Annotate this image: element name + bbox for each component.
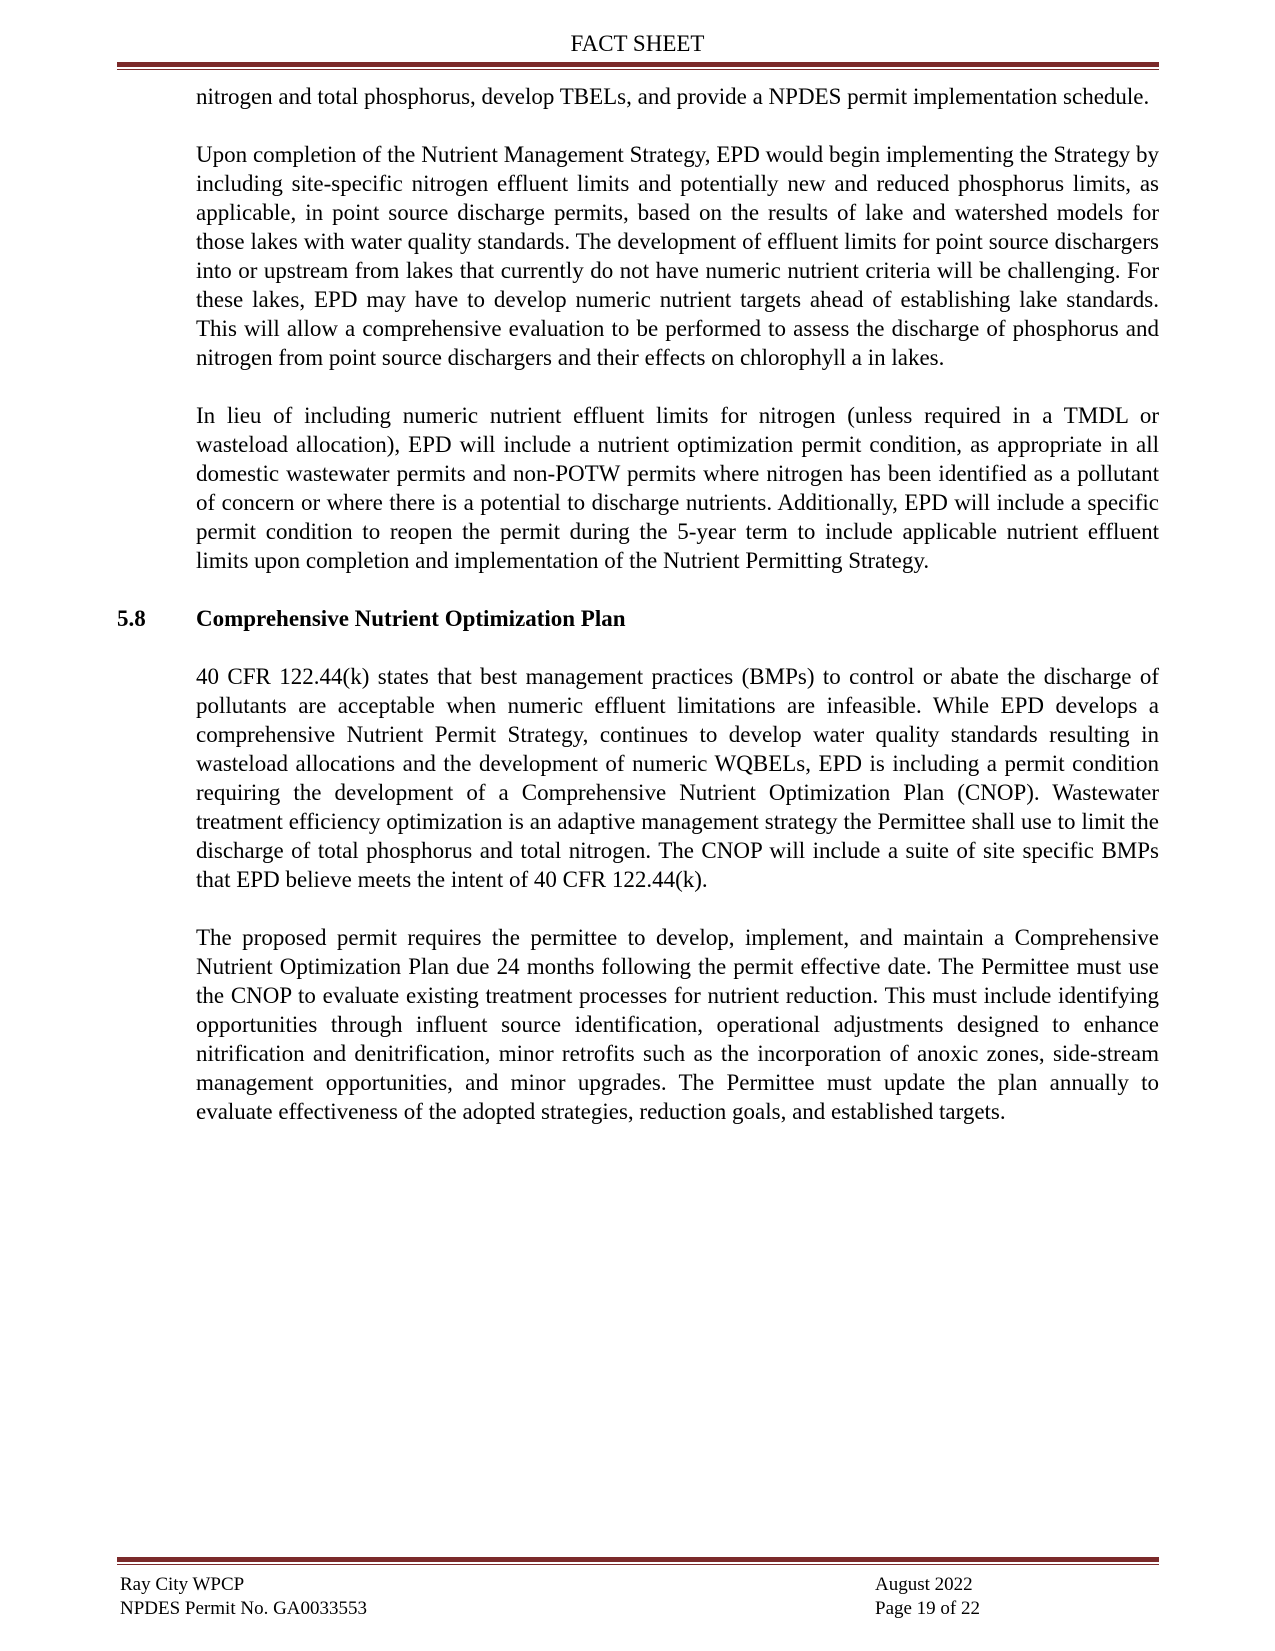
footer-rule-thick: [117, 1557, 1159, 1562]
body-paragraph: Upon completion of the Nutrient Management Strategy, EPD would begin implementing the Strategy by including site-specific nitrogen effluent limits and potentially new and reduced phosphorus limits, as applicable, in point source discharge permits, based on the results of lake and watershed models for those lakes with water quality standards. The development of effluent limits for point source dischargers into or upstream from lakes that currently do not have numeric nutrient criteria will be challenging. For these lakes, EPD may have to develop numeric nutrient targets ahead of establishing lake standards. This will allow a comprehensive evaluation to be performed to assess the discharge of phosphorus and nitrogen from point source dischargers and their effects on chlorophyll a in lakes.: [196, 142, 1159, 370]
footer-rule: [117, 1557, 1159, 1565]
footer-rule-thin: [117, 1564, 1159, 1565]
header-rule-thick: [117, 62, 1159, 67]
page-footer: [120, 1573, 1160, 1621]
footer-row: [120, 1597, 1160, 1621]
section-heading: [117, 604, 1159, 633]
section-number: 5.8: [117, 606, 146, 631]
body-paragraph: In lieu of including numeric nutrient effluent limits for nitrogen (unless required in a TMDL or wasteload allocation), EPD will include a nutrient optimization permit condition, as appropriate in all domestic wastewater permits and non-POTW permits where nitrogen has been identified as a pollutant of concern or where there is a potential to discharge nutrients. Additionally, EPD will include a specific permit condition to reopen the permit during the 5-year term to include applicable nutrient effluent limits upon completion and implementation of the Nutrient Permitting Strategy.: [196, 403, 1159, 573]
body-paragraph: The proposed permit requires the permittee to develop, implement, and maintain a Comprehensive Nutrient Optimization Plan due 24 months following the permit effective date. The Permittee must use the CNOP to evaluate existing treatment processes for nutrient reduction. This must include identifying opportunities through influent source identification, operational adjustments designed to enhance nitrification and denitrification, minor retrofits such as the incorporation of anoxic zones, side-stream management opportunities, and minor upgrades. The Permittee must update the plan annually to evaluate effectiveness of the adopted strategies, reduction goals, and established targets.: [196, 925, 1159, 1124]
footer-row: [120, 1573, 1160, 1597]
page-header-title: FACT SHEET: [570, 31, 705, 56]
footer-date: August 2022: [875, 1574, 973, 1595]
footer-facility: Ray City WPCP: [120, 1574, 245, 1595]
document-body: [117, 82, 1159, 1155]
footer-page-number: Page 19 of 22: [875, 1598, 981, 1619]
header-rule-thin: [117, 69, 1159, 70]
header-rule: [117, 62, 1159, 70]
body-paragraph: nitrogen and total phosphorus, develop TBELs, and provide a NPDES permit implementation schedule.: [196, 84, 1150, 109]
body-paragraph: 40 CFR 122.44(k) states that best management practices (BMPs) to control or abate the discharge of pollutants are acceptable when numeric effluent limitations are infeasible. While EPD develops a comprehensive Nutrient Permit Strategy, continues to develop water quality standards resulting in wasteload allocations and the development of numeric WQBELs, EPD is including a permit condition requiring the development of a Comprehensive Nutrient Optimization Plan (CNOP). Wastewater treatment efficiency optimization is an adaptive management strategy the Permittee shall use to limit the discharge of total phosphorus and total nitrogen. The CNOP will include a suite of site specific BMPs that EPD believe meets the intent of 40 CFR 122.44(k).: [196, 664, 1159, 892]
section-title: Comprehensive Nutrient Optimization Plan: [196, 606, 626, 631]
footer-permit-number: NPDES Permit No. GA0033553: [120, 1598, 368, 1619]
